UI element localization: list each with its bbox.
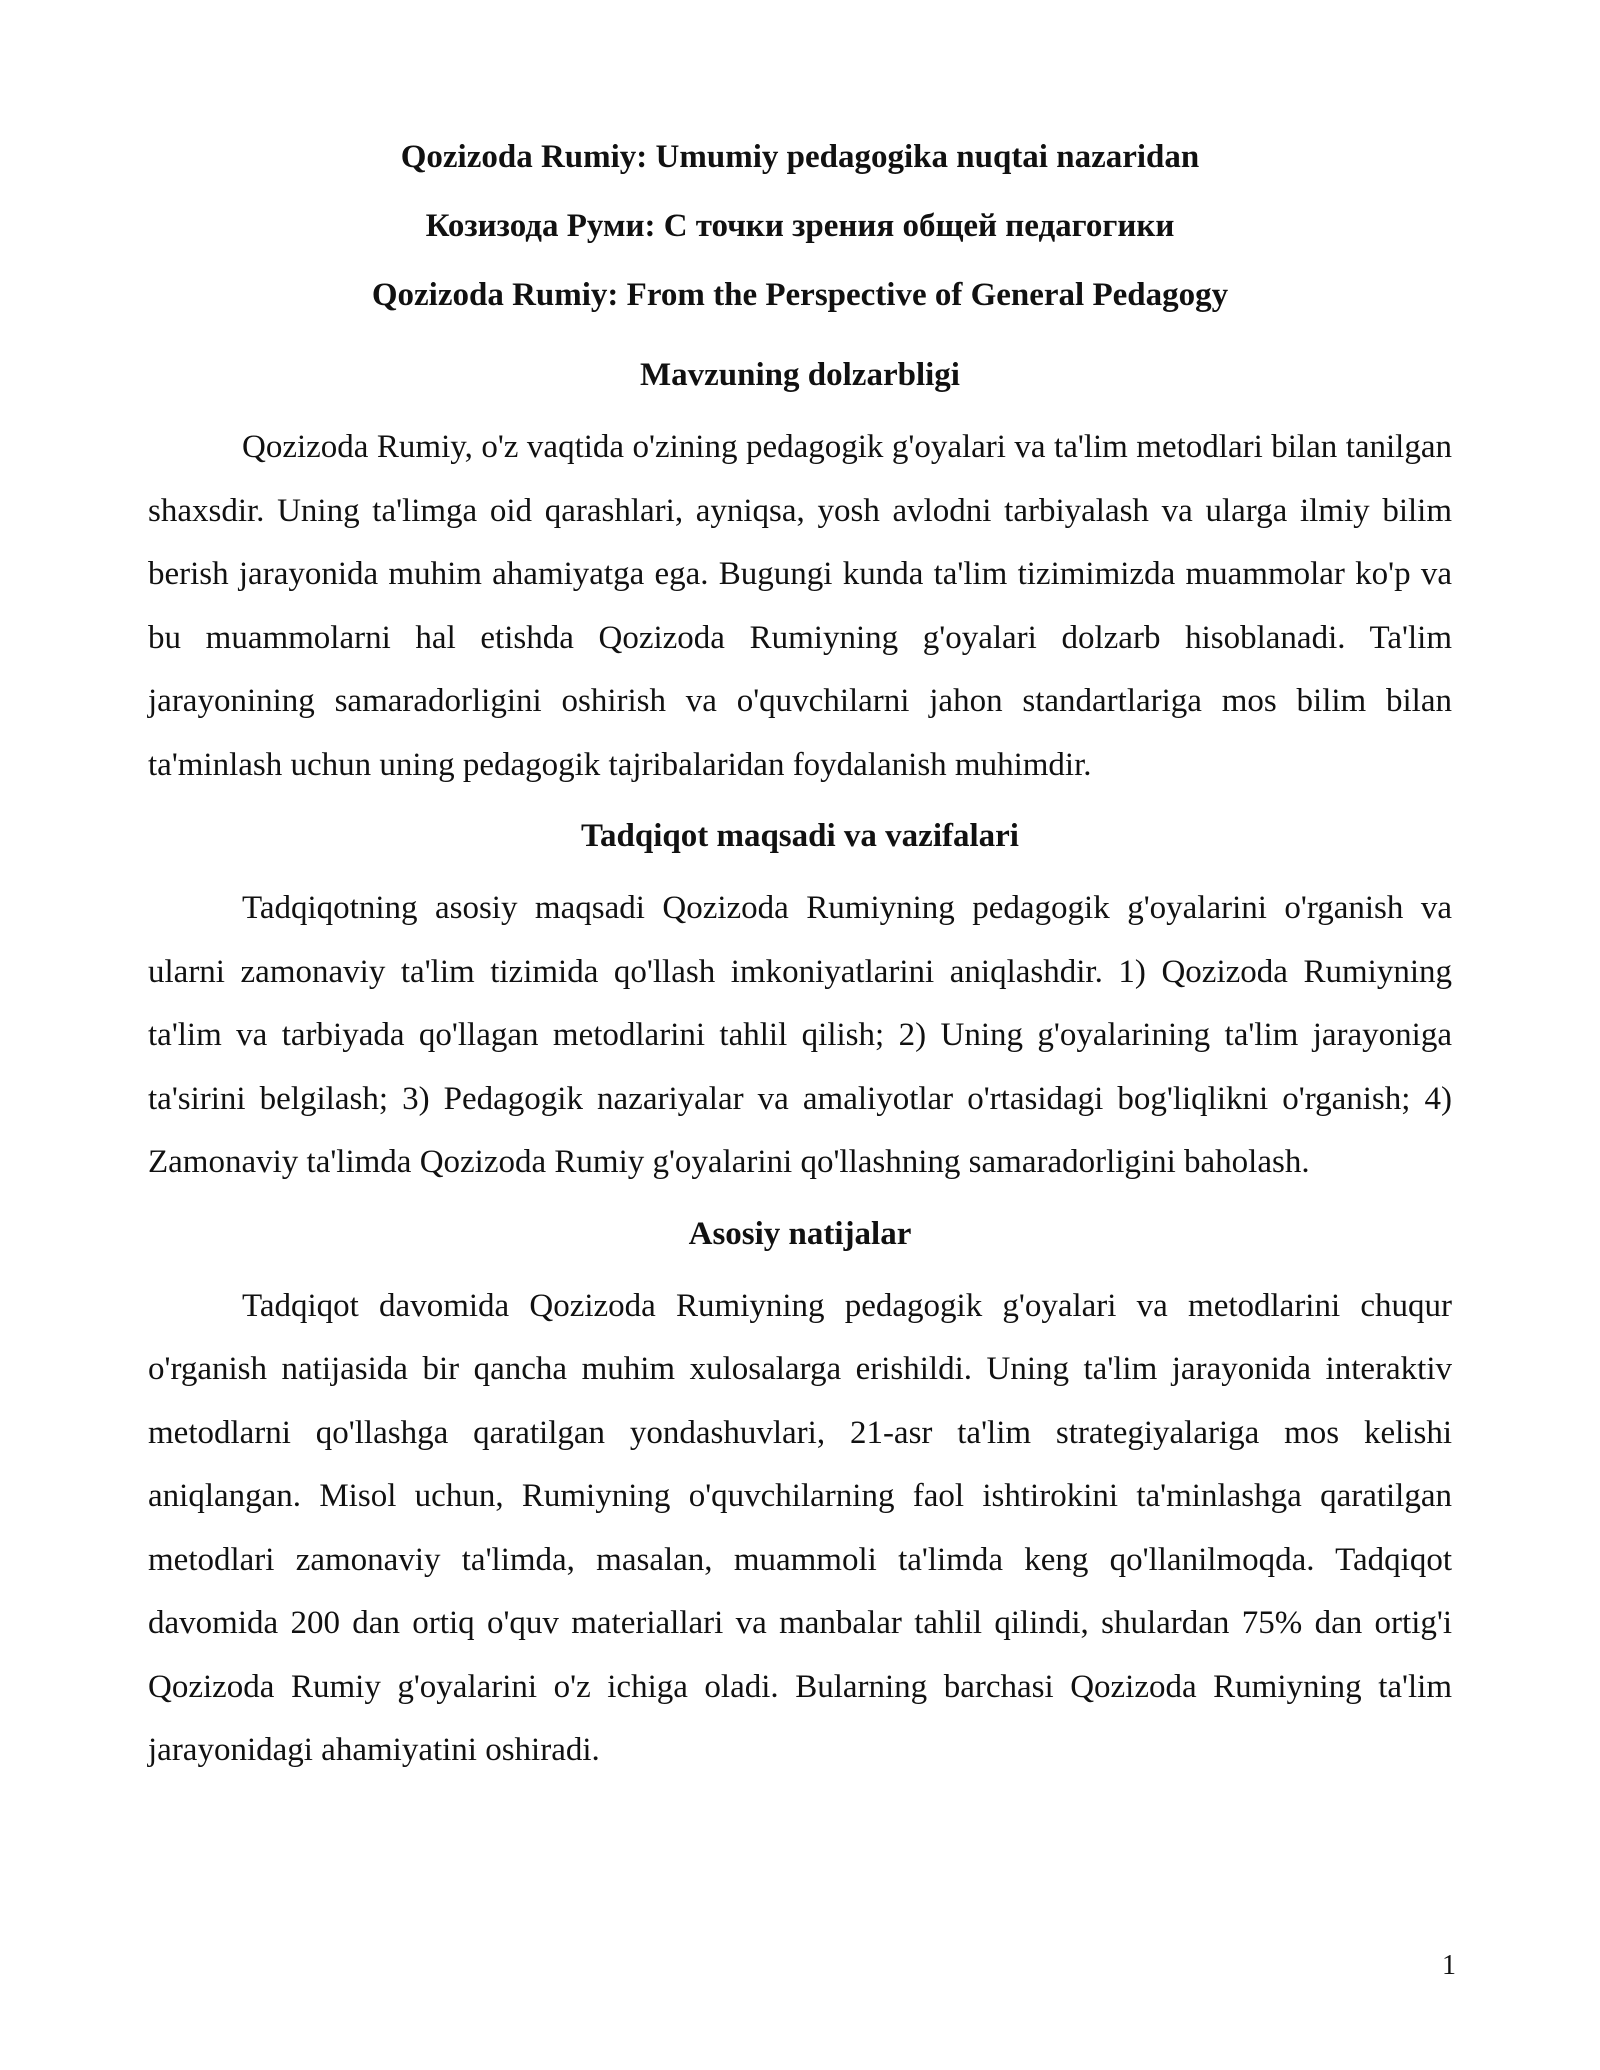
section-heading-results: Asosiy natijalar [688, 1215, 912, 1252]
title-russian: Козизода Руми: С точки зрения общей педагогики [425, 208, 1175, 244]
section-paragraph-relevance: Qozizoda Rumiy, o'z vaqtida o'zining pedagogik g'oyalari va ta'lim metodlari bilan tanilgan shaxsdir. Uning ta'limga oid qarashlari, ayniqsa, yosh avlodni tarbiyalash va ularga ilmiy bilim berish jarayonida muhim ahamiyatga ega. Bugungi kunda ta'lim tizimimizda muammolar ko'p va bu muammolarni hal etishda Qozizoda Rumiyning g'oyalari dolzarb hisoblanadi. Ta'lim jarayonining samaradorligini oshirish va o'quvchilarni jahon standartlariga mos bilim bilan ta'minlash uchun uning pedagogik tajribalaridan foydalanish muhimdir. [148, 429, 1452, 783]
section-paragraph-goals: Tadqiqotning asosiy maqsadi Qozizoda Rumiyning pedagogik g'oyalarini o'rganish va ularni zamonaviy ta'lim tizimida qo'llash imkoniyatlarini aniqlashdir. 1) Qozizoda Rumiyning ta'lim va tarbiyada qo'llagan metodlarini tahlil qilish; 2) Uning g'oyalarining ta'lim jarayoniga ta'sirini belgilash; 3) Pedagogik nazariyalar va amaliyotlar o'rtasidagi bog'liqlikni o'rganish; 4) Zamonaviy ta'limda Qozizoda Rumiy g'oyalarini qo'llashning samaradorligini baholash. [148, 890, 1452, 1180]
title-uzbek: Qozizoda Rumiy: Umumiy pedagogika nuqtai nazaridan [400, 139, 1200, 175]
section-heading-goals: Tadqiqot maqsadi va vazifalari [581, 818, 1019, 854]
section-heading-relevance: Mavzuning dolzarbligi [640, 357, 960, 393]
section-paragraph-results: Tadqiqot davomida Qozizoda Rumiyning pedagogik g'oyalari va metodlarini chuqur o'rganish natijasida bir qancha muhim xulosalarga erishildi. Uning ta'lim jarayonida interaktiv metodlarni qo'llashga qaratilgan yondashuvlari, 21-asr ta'lim strategiyalariga mos kelishi aniqlangan. Misol uchun, Rumiyning o'quvchilarning faol ishtirokini ta'minlashga qaratilgan metodlari zamonaviy ta'limda, masalan, muammoli ta'limda keng qo'llanilmoqda. Tadqiqot davomida 200 dan ortiq o'quv materiallari va manbalar tahlil qilindi, shulardan 75% dan ortig'i Qozizoda Rumiy g'oyalarini o'z ichiga oladi. Bularning barchasi Qozizoda Rumiyning ta'lim jarayonidagi ahamiyatini oshiradi. [148, 1287, 1452, 1768]
document-page [148, 138, 1452, 1803]
title-english: Qozizoda Rumiy: From the Perspective of General Pedagogy [371, 277, 1229, 313]
page-number: 1 [1442, 1950, 1456, 1981]
